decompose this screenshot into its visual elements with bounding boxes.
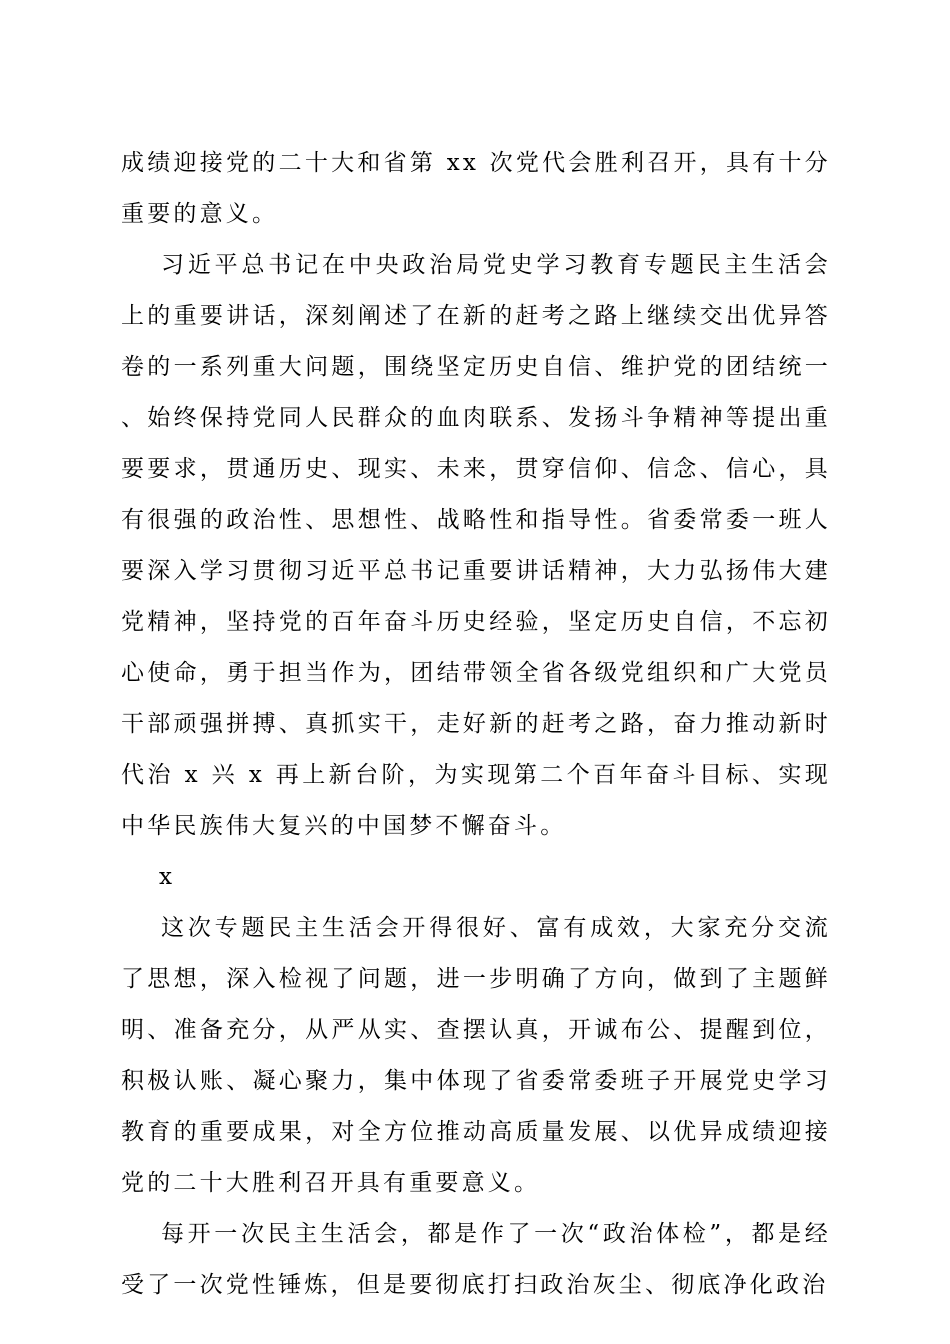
paragraph-meeting-evaluation: 这次专题民主生活会开得很好、富有成效，大家充分交流了思想，深入检视了问题，进一步明确了方向，做到了主题鲜明、准备充分，从严从实、查摆认真，开诚布公、提醒到位，积极认账、凝心聚力，集中体现了省委常委班子开展党史学习教育的重要成果，对全方位推动高质量发展、以优异成绩迎接党的二十大胜利召开具有重要意义。 [121, 915, 831, 1196]
section-marker: x [159, 864, 172, 890]
paragraph-speech-significance: 习近平总书记在中央政治局党史学习教育专题民主生活会上的重要讲话，深刻阐述了在新的赶考之路上继续交出优异答卷的一系列重大问题，围绕坚定历史自信、维护党的团结统一、始终保持党同人民群众的血肉联系、发扬斗争精神等提出重要要求，贯通历史、现实、未来，贯穿信仰、信念、信心，具有很强的政治性、思想性、战略性和指导性。省委常委一班人要深入学习贯彻习近平总书记重要讲话精神，大力弘扬伟大建党精神，坚持党的百年奋斗历史经验，坚定历史自信，不忘初心使命，勇于担当作为，团结带领全省各级党组织和广大党员干部顽强拼搏、真抓实干，走好新的赶考之路，奋力推动新时代治 x 兴 x 再上新台阶，为实现第二个百年奋斗目标、实现中华民族伟大复兴的中国梦不懈奋斗。 [121, 252, 831, 839]
paragraph-continuation: 成绩迎接党的二十大和省第 xx 次党代会胜利召开，具有十分重要的意义。 [121, 150, 831, 227]
paragraph-political-checkup: 每开一次民主生活会，都是作了一次“政治体检”，都是经受了一次党性锤炼，但是要彻底打扫政治灰尘、彻底净化政治 [121, 1221, 831, 1298]
document-body [121, 138, 831, 1311]
